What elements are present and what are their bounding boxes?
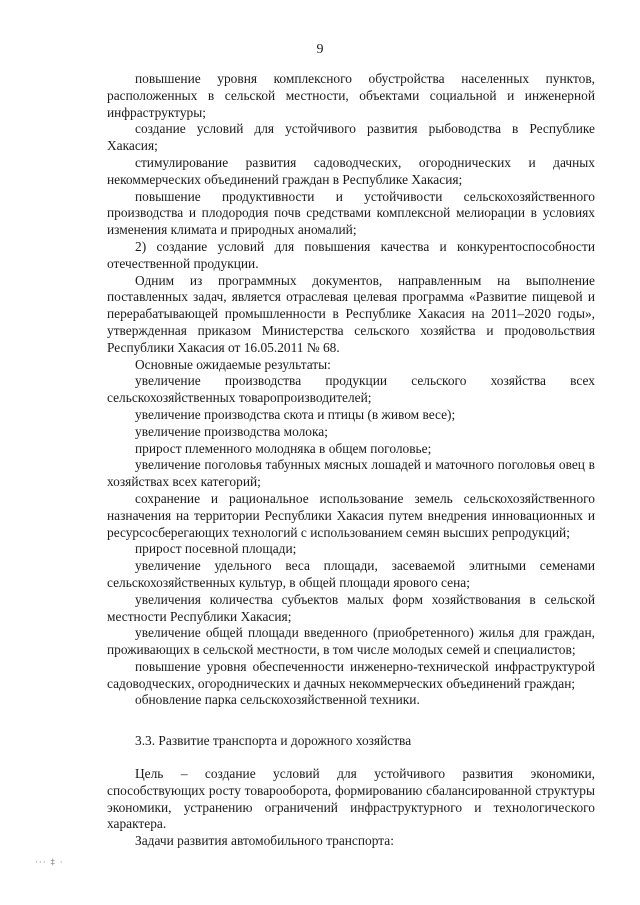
list-item: увеличения количества субъектов малых форм хозяйствования в сельской местности Республики Хакасия; (107, 591, 595, 624)
section-goal: Цель – создание условий для устойчивого развития экономики, способствующих росту товарооборота, формированию сбалансированной структуры экономики, устранению ограничений инфраструктурного и технологического характера. (107, 766, 595, 832)
list-item: увеличение общей площади введенного (приобретенного) жилья для граждан, проживающих в сельской местности, в том числе молодых семей и специалистов; (107, 625, 595, 658)
paragraph: стимулирование развития садоводческих, огороднических и дачных некоммерческих объединений граждан в Республике Хакасия; (107, 154, 595, 187)
list-item: увеличение производства продукции сельского хозяйства всех сельскохозяйственных товаропроизводителей; (107, 373, 595, 406)
list-item: повышение уровня обеспеченности инженерно-технической инфраструктурой садоводческих, огороднических и дачных некоммерческих объединений граждан; (107, 658, 595, 691)
list-item: увеличение производства скота и птицы (в живом весе); (135, 406, 456, 422)
paragraph: повышение уровня комплексного обустройства населенных пунктов, расположенных в сельской местности, объектами социальной и инженерной инфраструктуры; (107, 71, 595, 120)
paragraph: повышение продуктивности и устойчивости сельскохозяйственного производства и плодородия почв средствами комплексной мелиорации в условиях изменения климата и природных аномалий; (107, 188, 595, 238)
section-heading: 3.3. Развитие транспорта и дорожного хозяйства (135, 733, 412, 749)
list-item: сохранение и рациональное использование земель сельскохозяйственного назначения на территории Республики Хакасия путем внедрения инновационных и ресурсосберегающих технологий с использованием семян высших репродукций; (107, 490, 595, 540)
page-number: 9 (316, 42, 324, 57)
section-tasks-intro: Задачи развития автомобильного транспорта: (135, 833, 394, 849)
list-item: прирост племенного молодняка в общем поголовье; (135, 440, 432, 456)
paragraph: Основные ожидаемые результаты: (135, 356, 331, 372)
margin-mark: ··· ‡ · (35, 858, 64, 868)
list-item: обновление парка сельскохозяйственной техники. (135, 692, 420, 708)
document-body (107, 71, 595, 850)
paragraph: создание условий для устойчивого развития рыбоводства в Республике Хакасия; (107, 121, 595, 154)
list-item: увеличение поголовья табунных мясных лошадей и маточного поголовья овец в хозяйствах всех категорий; (107, 457, 595, 490)
list-item: увеличение производства молока; (135, 423, 328, 439)
list-item: увеличение удельного веса площади, засеваемой элитными семенами сельскохозяйственных культур, в общей площади ярового сена; (107, 558, 595, 590)
paragraph: 2) создание условий для повышения качества и конкурентоспособности отечественной продукции. (107, 238, 595, 271)
paragraph: Одним из программных документов, направленным на выполнение поставленных задач, является отраслевая целевая программа «Развитие пищевой и перерабатывающей промышленности в Республике Хакасия на 2011–2020 годы», утвержденная приказом Министерства сельского хозяйства и продовольствия Республики Хакасия от 16.05.2011 № 68. (107, 272, 595, 355)
list-item: прирост посевной площади; (135, 541, 297, 557)
